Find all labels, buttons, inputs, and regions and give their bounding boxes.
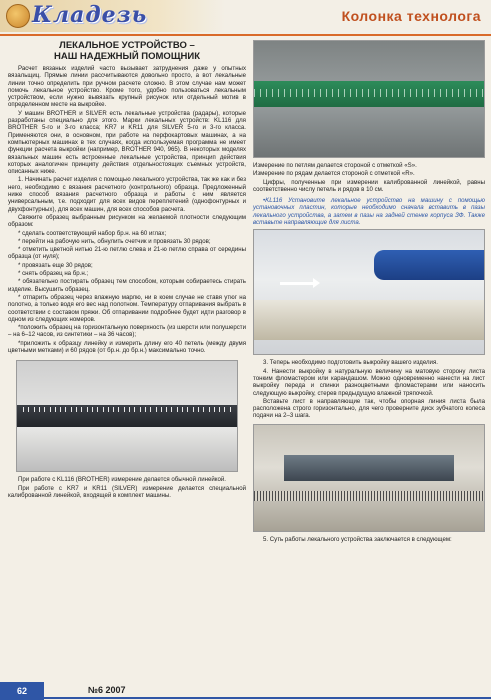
ruler-tick [103,407,104,412]
left-paragraph-3: Свяжите образец выбранным рисунком на желаемой плотности следующим образом: [8,213,246,229]
step-4b: Вставьте лист в направляющие так, чтобы опорная линия листа была расположена строго горизонтально, для чего проверните диск зубчатого колеса подачи на 2–3 шага. [253,397,485,420]
machine-bed [254,300,485,340]
left-paragraph-8: * снять образец на бр.н.; [18,270,89,278]
ruler-photo [16,360,238,472]
article-title-line2: НАШ НАДЕЖНЫЙ ПОМОЩНИК [54,51,200,62]
left-paragraphs [8,65,246,354]
ruler-tick [44,407,45,412]
issue-label: №6 2007 [88,685,126,695]
ruler-tick [60,407,61,412]
ruler-tick [219,407,220,412]
page-number: 62 [0,682,44,700]
ruler-tick [182,407,183,412]
article-title [8,40,246,62]
ruler-tick [124,407,125,412]
right-column [253,40,485,544]
caption-numbers: Цифры, полученные при измерении калиброванной линейкой, равны соответственно числу петель и рядов в 10 см. [253,178,485,193]
ruler-tick [156,407,157,412]
hand-sleeve [374,250,484,280]
ruler-tick [71,407,72,412]
calibrated-ruler-photo [253,40,485,158]
left-bottom-paragraph-1: При работе с KR7 и KR11 (SILVER) измерение делается специальной калиброванной линейкой, входящей в комплект машины. [8,484,246,499]
ruler-tick [118,407,119,412]
carriage [284,455,454,481]
ruler-tick [108,407,109,412]
ruler-tick [92,407,93,412]
ruler-tick [166,407,167,412]
ruler-tick [193,407,194,412]
ruler-tick [65,407,66,412]
left-bottom-paragraph-0: При работе с KL116 (BROTHER) измерение делается обычной линейкой. [18,476,227,484]
page-footer [0,682,491,700]
left-paragraph-9: * обязательно постирать образец тем способом, которым собираетесь стирать изделие. Высушить образец. [8,278,246,293]
ruler-tick [34,407,35,412]
ruler-tick [39,407,40,412]
ruler-tick [198,407,199,412]
section-title: Колонка технолога [341,8,481,24]
logo-band [0,0,225,32]
ruler-tick [187,407,188,412]
ruler-tick [177,407,178,412]
left-paragraph-4: * сделать соответствующий набор бр.н. на 60 иглах; [18,229,167,237]
left-paragraph-0: Расчет вязаных изделий часто вызывает затруднения даже у опытных вязальщиц. Прямые линии рассчитываются довольно просто, а вот лекальные линии точно определить при ручном расчете сложно. В этом случае нам может помочь лекальное устройство. Кроме того, удобно пользоваться лекальным устройством, если нужно вывязать крупный рисунок или отдельный мотив в определенном месте на выкройке. [8,65,246,109]
left-paragraph-6: * отметить цветной нитью 21-ю петлю слева и 21-ю петлю справа от середины образца (от нуля); [8,246,246,261]
ruler-tick [140,407,141,412]
ruler-tick [203,407,204,412]
left-column [8,40,246,500]
left-paragraph-7: * провязать еще 30 рядов; [18,261,93,269]
ruler-tick [87,407,88,412]
ruler-tick [113,407,114,412]
ruler-tick [129,407,130,412]
ruler-tick [230,407,231,412]
step-3: 3. Теперь необходимо подготовить выкройку вашего изделия. [263,359,438,367]
ruler-tick [214,407,215,412]
left-paragraph-2: 1. Начинать расчет изделия с помощью лекального устройства, так же как и без него, необходимо с вязания расчетного (контрольного) образца. Предложенный ниже способ вязания расчетного образца и работы с ним является универсальным, т.е. подходит для всех видов переплетений (однофонтурных и двухфонтурных), для всех машин, для всех способов расчета. [8,176,246,213]
step-5: 5. Суть работы лекального устройства заключается в следующем: [263,535,452,543]
page-header [0,0,491,36]
left-paragraph-1: У машин BROTHER и SILVER есть лекальные устройства (радары), которые разработаны специально для этого. Марки лекальных устройств: KL116 для BROTHER 5-го и 3-го класса; KR7 и KR11 для SILVER 5-го и 3-го класса. Применяются они, в основном, при работе на перфокартовых машинах, а на компьютерных машинах в тех случаях, когда используемая программа не имеет функции расчета выкройки (например, BROTHER 940, 965). В некоторых моделях вязальных машин есть встроенные лекальные устройства, принцип действия которых аналогичен принципу действия отдельностоящих съемных устройств, описанных ниже. [8,109,246,176]
ruler-tick [209,407,210,412]
ruler-tick [161,407,162,412]
ruler-tick [55,407,56,412]
arrow-icon [280,282,314,285]
ruler-tick [81,407,82,412]
left-paragraph-5: * перейти на рабочую нить, обнулить счетчик и провязать 30 рядов; [18,237,211,245]
ruler-tick [97,407,98,412]
ruler-tick [28,407,29,412]
ruler-tick [76,407,77,412]
machine-photo-1 [253,229,485,355]
ruler-tick [50,407,51,412]
ruler-tick [145,407,146,412]
yarn-ball-icon [6,4,30,28]
left-paragraph-11: *положить образец на горизонтальную поверхность (из шерсти или полушерсти – на 6–12 часов, из синтетики – на 36 часов); [8,324,246,339]
ruler-tick [171,407,172,412]
caption-rows: Измерение по рядам делается стороной с отметкой «R». [253,170,415,178]
ruler-scale [254,89,485,97]
left-bottom-paragraphs [8,476,246,499]
caption-stitches: Измерение по петлям делается стороной с отметкой «S». [253,162,417,169]
kl116-note: •KL116 Установите лекальное устройство на машину с помощью установочных пластин, которые необходимо сначала вставить в пазы лекального устройства, а затем в пазы на задней стенке корпуса ЗФ. Также вставьте направляющие для листа. [253,197,485,227]
needle-bed [254,491,485,501]
step-4: 4. Нанести выкройку в натуральную величину на матовую сторону листа тонким фломастером или карандашом. Можно одновременно нанести на лист выкройку переда и спинки разноцветными фломастерами или наносить следующую выкройку, стерев предыдущую влажной тряпочкой. [253,367,485,397]
ruler-tick [23,407,24,412]
ruler-tick [224,407,225,412]
article-title-line1: ЛЕКАЛЬНОЕ УСТРОЙСТВО – [59,40,195,51]
footer-rule [44,697,491,699]
left-paragraph-10: * отпарить образец через влажную марлю, ни в коем случае не ставя утюг на полотно, а только водя его вес над полотном. Температуру отпаривания выбрать в соответствии с составом пряжи. Об отпаривании подробнее будет идти разговор в одном из следующих номеров. [8,293,246,323]
left-paragraph-12: *приложить к образцу линейку и измерить длину его 40 петель (между двумя цветными метками) и 60 рядов (от бр.н. до бр.н.) максимально точно. [8,339,246,354]
ruler-tick [134,407,135,412]
machine-photo-2 [253,424,485,532]
ruler-tick [150,407,151,412]
magazine-logo: Кладезь [32,2,148,28]
